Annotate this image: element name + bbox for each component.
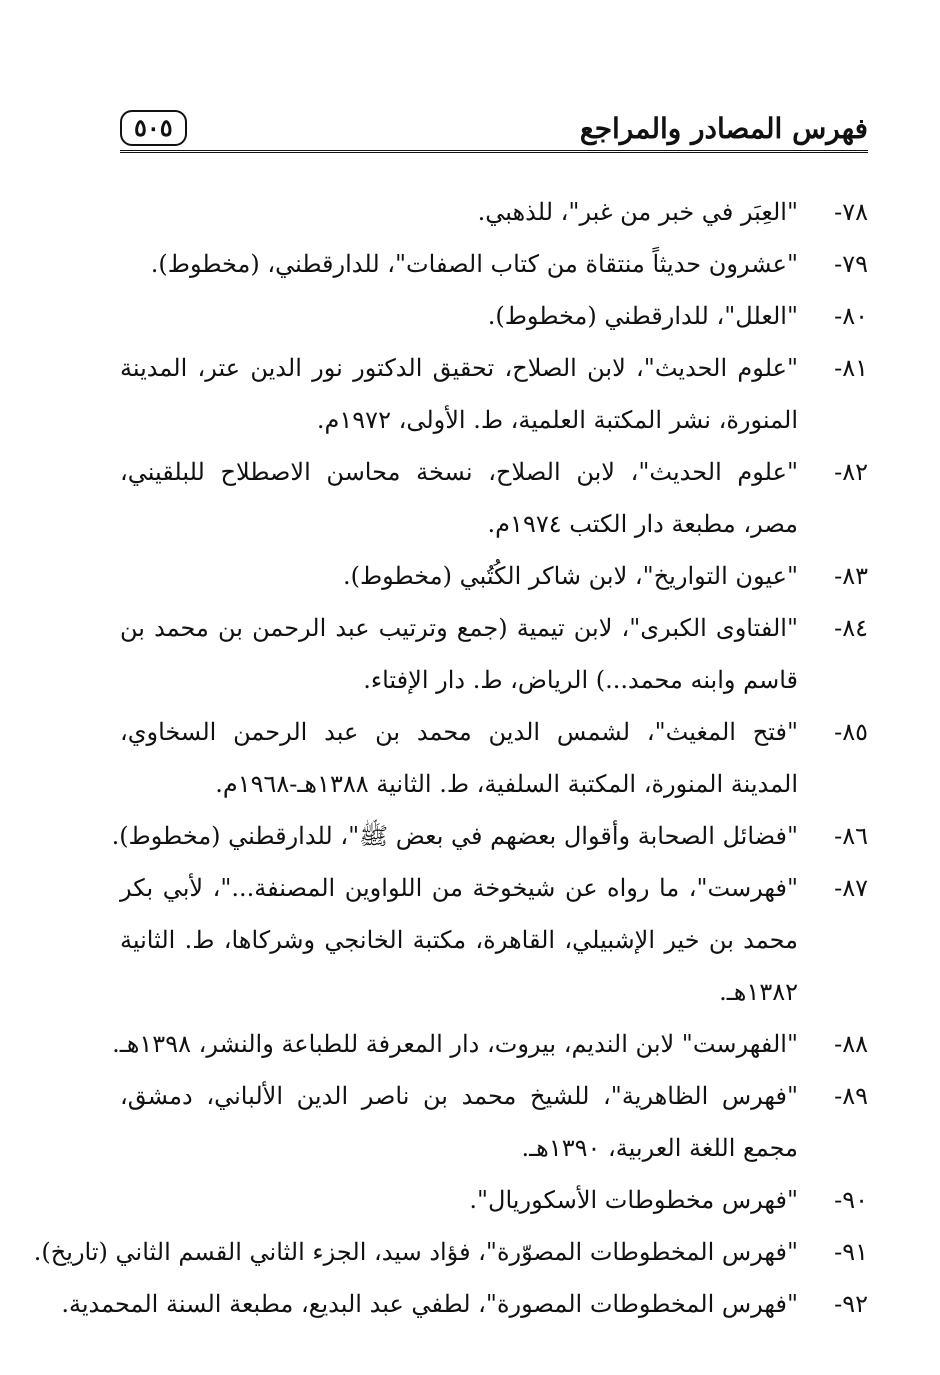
- entry-text: "فهرست"، ما رواه عن شيخوخة من اللواوين المصنفة..."، لأبي بكر محمد بن خير الإشبيلي، القاهرة، مكتبة الخانجي وشركاها، ط. الثانية ١٣٨٢هـ.: [120, 874, 798, 1006]
- reference-entry-89: [120, 1070, 868, 1174]
- reference-entry-84: [120, 602, 868, 706]
- entry-text: "علوم الحديث"، لابن الصلاح، نسخة محاسن الاصطلاح للبلقيني، مصر، مطبعة دار الكتب ١٩٧٤م.: [120, 458, 798, 538]
- entry-text: "فتح المغيث"، لشمس الدين محمد بن عبد الرحمن السخاوي، المدينة المنورة، المكتبة السلفية، ط. الثانية ١٣٨٨هـ-١٩٦٨م.: [120, 718, 798, 798]
- reference-entry-86: [111, 810, 868, 862]
- entry-text: "العِبَر في خبر من غبر"، للذهبي.: [477, 198, 798, 226]
- reference-entry-92: [61, 1278, 868, 1330]
- page-number-badge: ٥٠٥: [120, 110, 187, 146]
- entry-text: "علوم الحديث"، لابن الصلاح، تحقيق الدكتور نور الدين عتر، المدينة المنورة، نشر المكتبة العلمية، ط. الأولى، ١٩٧٢م.: [120, 354, 798, 434]
- reference-entry-90: [120, 1174, 868, 1226]
- entry-text: "الفتاوى الكبرى"، لابن تيمية (جمع وترتيب عبد الرحمن بن محمد بن قاسم وابنه محمد...) الرياض، ط. دار الإفتاء.: [120, 614, 798, 694]
- references-list: [33, 186, 868, 1330]
- entry-number: ٨٩-: [834, 1082, 868, 1110]
- entry-text: "الفهرست" لابن النديم، بيروت، دار المعرفة للطباعة والنشر، ١٣٩٨هـ.: [112, 1030, 798, 1058]
- entry-number: ٨٧-: [834, 874, 868, 902]
- entry-text: "فهرس المخطوطات المصوّرة"، فؤاد سيد، الجزء الثاني القسم الثاني (تاريخ).: [33, 1238, 798, 1266]
- reference-entry-87: [120, 862, 868, 1018]
- reference-entry-88: [112, 1018, 868, 1070]
- entry-number: ٨٥-: [834, 718, 868, 746]
- entry-number: ٨١-: [834, 354, 868, 382]
- entry-number: ٨٤-: [834, 614, 868, 642]
- entry-number: ٩٠-: [834, 1186, 868, 1214]
- reference-entry-82: [120, 446, 868, 550]
- reference-entry-85: [120, 706, 868, 810]
- entry-number: ٩١-: [834, 1238, 868, 1266]
- entry-text: "العلل"، للدارقطني (مخطوط).: [487, 302, 798, 330]
- entry-number: ٨٣-: [834, 562, 868, 590]
- page-title: فهرس المصادر والمراجع: [579, 112, 868, 145]
- reference-entry-79: [120, 238, 868, 290]
- entry-number: ٧٨-: [834, 198, 868, 226]
- entry-number: ٩٢-: [834, 1290, 868, 1318]
- entry-number: ٧٩-: [834, 250, 868, 278]
- entry-number: ٨٢-: [834, 458, 868, 486]
- header-divider: [120, 150, 868, 155]
- reference-entry-81: [120, 342, 868, 446]
- page-header: [120, 108, 868, 152]
- reference-entry-91: [33, 1226, 868, 1278]
- entry-text: "فهرس مخطوطات الأسكوريال".: [469, 1186, 798, 1214]
- entry-text: "عيون التواريخ"، لابن شاكر الكُتُبي (مخطوط).: [342, 562, 798, 590]
- entry-text: "فضائل الصحابة وأقوال بعضهم في بعض ﷺ"، للدارقطني (مخطوط).: [111, 822, 798, 850]
- entry-number: ٨٦-: [834, 822, 868, 850]
- reference-entry-78: [120, 186, 868, 238]
- reference-entry-80: [120, 290, 868, 342]
- entry-number: ٨٠-: [834, 302, 868, 330]
- entry-text: "فهرس الظاهرية"، للشيخ محمد بن ناصر الدين الألباني، دمشق، مجمع اللغة العربية، ١٣٩٠هـ.: [120, 1082, 798, 1162]
- reference-entry-83: [120, 550, 868, 602]
- entry-text: "عشرون حديثاً منتقاة من كتاب الصفات"، للدارقطني، (مخطوط).: [150, 250, 798, 278]
- entry-text: "فهرس المخطوطات المصورة"، لطفي عبد البديع، مطبعة السنة المحمدية.: [61, 1290, 798, 1318]
- entry-number: ٨٨-: [834, 1030, 868, 1058]
